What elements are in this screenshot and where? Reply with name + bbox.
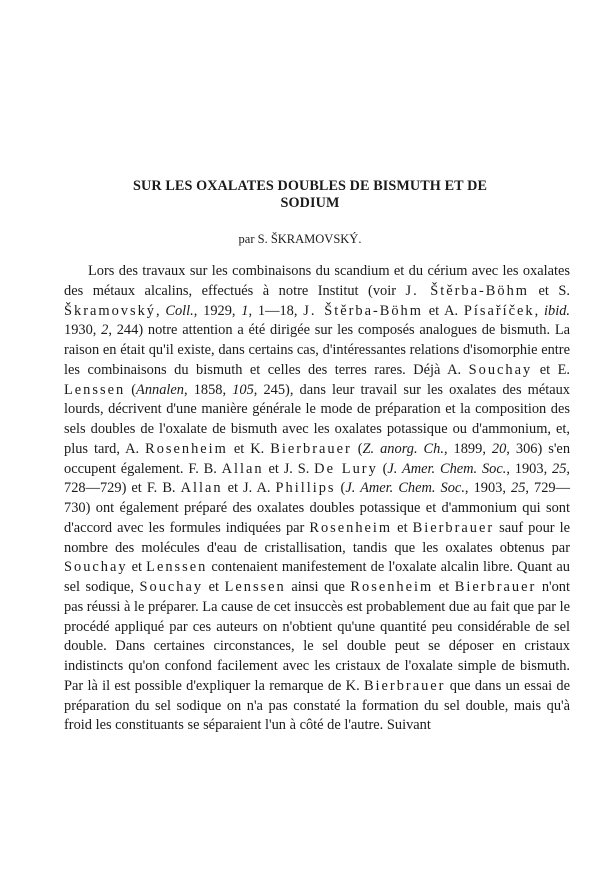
- author-name: Lenssen: [64, 381, 126, 398]
- citation-italic: 25: [511, 480, 526, 497]
- text-run: ,: [534, 302, 545, 319]
- text-run: (: [125, 381, 137, 398]
- title-line-1: SUR LES OXALATES DOUBLES DE BISMUTH ET DE: [132, 178, 488, 194]
- author-name: Rosenheim: [309, 519, 393, 536]
- text-run: , 1899,: [443, 440, 492, 457]
- text-run: et S.: [528, 282, 570, 299]
- text-run: et: [127, 559, 147, 576]
- article-title: [100, 178, 520, 212]
- author-name: Souchay: [64, 559, 128, 576]
- text-run: (: [377, 460, 388, 477]
- author-name: Rosenheim: [350, 579, 434, 595]
- citation-italic: Coll.: [165, 302, 194, 319]
- citation-italic: ibid.: [544, 302, 571, 319]
- text-run: et: [203, 579, 225, 595]
- text-run: n'ont pas réussi à le préparer. La cause de cet insuccès est probablement due au fait que par le procédé appliqué par ces auteurs on n'obtient qu'une quantité peu considérable de sel double. Dans certaines circonstances, le sel double peut se déposer en cristaux indistincts qu'on confond facilement avec les cristaux de l'oxalate simple de bismuth. Par là il est possible d'expliquer la remarque de K.: [64, 579, 570, 694]
- title-line-2: SODIUM: [280, 195, 340, 211]
- text-run: ,: [155, 302, 166, 319]
- text-run: et A.: [422, 302, 464, 319]
- citation-italic: 2: [101, 322, 109, 339]
- body-paragraph: [64, 262, 570, 736]
- author-name: Lenssen: [146, 559, 208, 576]
- text-run: , 1858,: [184, 381, 233, 398]
- text-run: et J. A.: [222, 480, 276, 497]
- author-byline: par S. ŠKRAMOVSKÝ.: [238, 232, 362, 246]
- text-run: contenaient manifestement de l'oxalate alcalin libre. Quant au sel sodique,: [64, 559, 570, 595]
- text-run: , 1—18,: [248, 302, 304, 319]
- author-name: Phillips: [275, 480, 336, 497]
- citation-italic: J. Amer. Chem. Soc.: [345, 480, 465, 497]
- text-run: , 728—729) et F. B.: [64, 460, 571, 497]
- text-run: , 244) notre attention a été dirigée sur les composés analogues de bismuth. La raison en était qu'il existe, dans certains cas, d'intéressantes relations d'isomorphie entre les combinaisons du bismuth et celles des terres rares. Déjà A.: [64, 322, 570, 378]
- author-name: Souchay: [139, 579, 204, 595]
- author-name: Rosenheim: [145, 440, 228, 457]
- citation-italic: 105: [232, 381, 254, 398]
- citation-italic: Annalen: [136, 381, 185, 398]
- text-run: et: [392, 519, 413, 536]
- author-name: Souchay: [468, 361, 533, 378]
- author-name: Allan: [180, 480, 223, 497]
- author-name: Allan: [221, 460, 264, 477]
- text-run: , 729—730) ont également préparé des oxalates doubles potassique et d'ammonium qui sont d'accord avec les formules indiquées par: [64, 480, 571, 536]
- citation-italic: 1: [241, 302, 249, 319]
- author-name: De Lury: [314, 460, 378, 477]
- author-name: Škramovský: [64, 302, 156, 319]
- text-run: , 1929,: [193, 302, 242, 319]
- text-run: (: [351, 440, 363, 457]
- author-name: J. Štěrba-Böhm: [405, 282, 529, 299]
- text-run: ainsi que: [285, 579, 351, 595]
- author-name: Bierbrauer: [363, 677, 446, 694]
- text-run: , 245), dans leur travail sur les oxalates des métaux lourds, décrivent d'une manière générale le mode de préparation et la composition des sels doubles de l'oxalate de bismuth avec les oxalates potassique ou d'ammonium, et, plus tard, A.: [64, 381, 570, 457]
- text-run: 1930,: [64, 322, 102, 339]
- author-name: J. Štěrba-Böhm: [303, 302, 423, 319]
- author-name: Bierbrauer: [454, 579, 537, 595]
- citation-italic: 20: [491, 440, 507, 457]
- text-run: sauf pour le nombre des molécules d'eau de cristallisation, tandis que les oxalates obtenus par: [64, 519, 570, 556]
- text-run: (: [335, 480, 346, 497]
- text-run: et: [433, 579, 455, 595]
- citation-italic: J. Amer. Chem. Soc.: [387, 460, 507, 477]
- author-name: Písaříček: [463, 302, 535, 319]
- author-name: Bierbrauer: [412, 519, 495, 536]
- text-run: , 1903,: [506, 460, 553, 477]
- text-run: que dans un essai de préparation du sel sodique on n'a pas constaté la formation du sel double, mais qu'à froid les constituants se séparaient l'un à côté de l'autre. Suivant: [64, 677, 570, 734]
- text-run: et K.: [227, 440, 271, 457]
- author-name: Lenssen: [224, 579, 286, 595]
- author-name: Bierbrauer: [270, 440, 352, 457]
- text-run: Lors des travaux sur les combinaisons du scandium et du cérium avec les oxalates des métaux alcalins, effectués à notre Institut (voir: [64, 263, 570, 299]
- text-run: , 306) s'en occupent également. F. B.: [64, 440, 571, 477]
- text-run: et J. S.: [263, 460, 315, 477]
- citation-italic: Z. anorg. Ch.: [362, 440, 444, 457]
- text-run: et E.: [532, 361, 570, 378]
- text-run: , 1903,: [464, 480, 511, 497]
- citation-italic: 25: [552, 460, 567, 477]
